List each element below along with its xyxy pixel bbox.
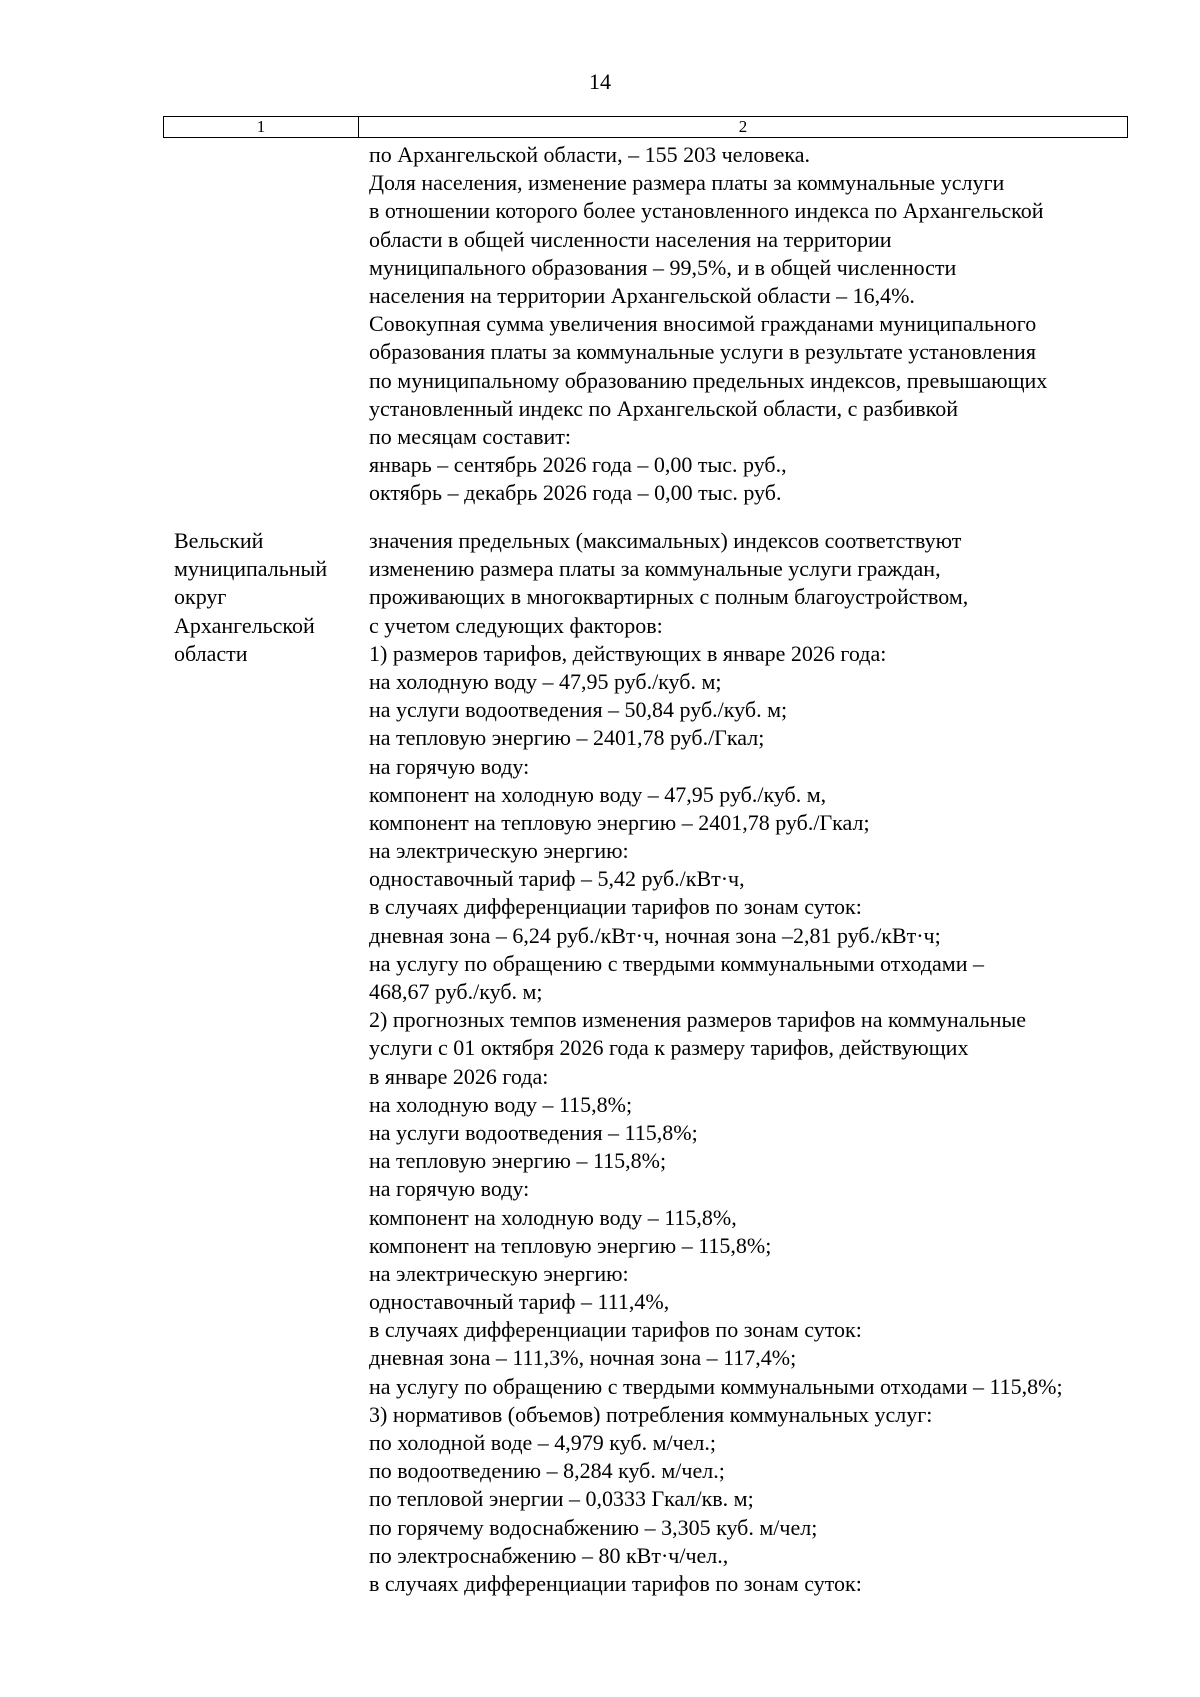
text-line: значения предельных (максимальных) индексов соответствуют <box>369 528 962 553</box>
text-line: области в общей численности населения на территории <box>369 226 892 252</box>
text-line: в случаях дифференциации тарифов по зонам суток: <box>369 1317 862 1343</box>
text-line: по горячему водоснабжению – 3,305 куб. м/чел; <box>369 1514 818 1540</box>
text-line: на услуги водоотведения – 115,8%; <box>369 1119 698 1145</box>
text-line: на электрическую энергию: <box>369 838 629 864</box>
text-line: в случаях дифференциации тарифов по зонам суток: <box>369 894 862 920</box>
municipality-name <box>174 527 364 668</box>
text-line: по месяцам составит: <box>369 423 571 449</box>
municipality-line: Архангельской <box>174 612 315 638</box>
text-line: на электрическую энергию: <box>369 1260 629 1286</box>
text-line: одноставочный тариф – 5,42 руб./кВт·ч, <box>369 866 745 892</box>
text-line: одноставочный тариф – 111,4%, <box>369 1289 670 1315</box>
text-line: дневная зона – 6,24 руб./кВт·ч, ночная зона –2,81 руб./кВт·ч; <box>369 922 941 948</box>
text-line: Совокупная сумма увеличения вносимой гражданами муниципального <box>369 311 1037 337</box>
text-line: компонент на тепловую энергию – 2401,78 руб./Гкал; <box>369 809 870 835</box>
text-line: на услугу по обращению с твердыми коммунальными отходами – <box>369 950 985 976</box>
text-line: проживающих в многоквартирных с полным благоустройством, <box>369 584 969 610</box>
text-line: на услуги водоотведения – 50,84 руб./куб. м; <box>369 697 788 723</box>
text-line: 468,67 руб./куб. м; <box>369 979 543 1004</box>
text-line: на холодную воду – 115,8%; <box>369 1091 633 1117</box>
block2-text <box>369 527 1129 1598</box>
text-line: услуги с 01 октября 2026 года к размеру тарифов, действующих <box>369 1035 969 1061</box>
text-line: октябрь – декабрь 2026 года – 0,00 тыс. руб. <box>369 480 782 506</box>
text-line: Доля населения, изменение размера платы за коммунальные услуги <box>369 170 1005 196</box>
block1-text <box>369 141 1129 507</box>
table-header-col-1: 1 <box>164 117 359 137</box>
text-line: компонент на холодную воду – 47,95 руб./куб. м, <box>369 781 827 807</box>
text-line: на тепловую энергию – 2401,78 руб./Гкал; <box>369 725 765 751</box>
text-line: 1) размеров тарифов, действующих в январе 2026 года: <box>369 640 887 666</box>
text-line: по Архангельской области, – 155 203 человека. <box>369 142 811 167</box>
text-line: по тепловой энергии – 0,0333 Гкал/кв. м; <box>369 1486 754 1512</box>
text-line: январь – сентябрь 2026 года – 0,00 тыс. руб., <box>369 452 787 478</box>
municipality-line: муниципальный <box>174 556 328 582</box>
text-line: на холодную воду – 47,95 руб./куб. м; <box>369 668 722 694</box>
text-line: по водоотведению – 8,284 куб. м/чел.; <box>369 1458 725 1484</box>
text-line: с учетом следующих факторов: <box>369 612 663 638</box>
text-line: дневная зона – 111,3%, ночная зона – 117,4%; <box>369 1345 797 1371</box>
page-number: 14 <box>589 69 611 94</box>
municipality-line: округ <box>174 584 227 610</box>
text-line: по муниципальному образованию предельных индексов, превышающих <box>369 367 1048 393</box>
text-line: 3) нормативов (объемов) потребления коммунальных услуг: <box>369 1401 933 1427</box>
text-line: на горячую воду: <box>369 753 530 779</box>
text-line: на тепловую энергию – 115,8%; <box>369 1148 667 1174</box>
text-line: в случаях дифференциации тарифов по зонам суток: <box>369 1570 862 1596</box>
text-line: установленный индекс по Архангельской области, с разбивкой <box>369 395 959 421</box>
text-line: образования платы за коммунальные услуги в результате установления <box>369 339 1036 365</box>
text-line: в январе 2026 года: <box>369 1063 549 1089</box>
text-line: по холодной воде – 4,979 куб. м/чел.; <box>369 1430 717 1455</box>
text-line: муниципального образования – 99,5%, и в общей численности <box>369 254 957 280</box>
text-line: компонент на холодную воду – 115,8%, <box>369 1204 737 1230</box>
text-line: населения на территории Архангельской области – 16,4%. <box>369 282 915 308</box>
text-line: изменению размера платы за коммунальные услуги граждан, <box>369 556 941 582</box>
municipality-line: области <box>174 640 248 666</box>
text-line: на горячую воду: <box>369 1176 530 1202</box>
text-line: 2) прогнозных темпов изменения размеров тарифов на коммунальные <box>369 1007 1027 1033</box>
text-line: по электроснабжению – 80 кВт·ч/чел., <box>369 1542 729 1568</box>
municipality-line: Вельский <box>174 528 264 553</box>
text-line: компонент на тепловую энергию – 115,8%; <box>369 1232 772 1258</box>
table-header-row <box>163 116 1128 138</box>
table-header-col-2: 2 <box>738 117 748 136</box>
text-line: на услугу по обращению с твердыми коммунальными отходами – 115,8%; <box>369 1373 1063 1399</box>
text-line: в отношении которого более установленного индекса по Архангельской <box>369 198 1044 224</box>
